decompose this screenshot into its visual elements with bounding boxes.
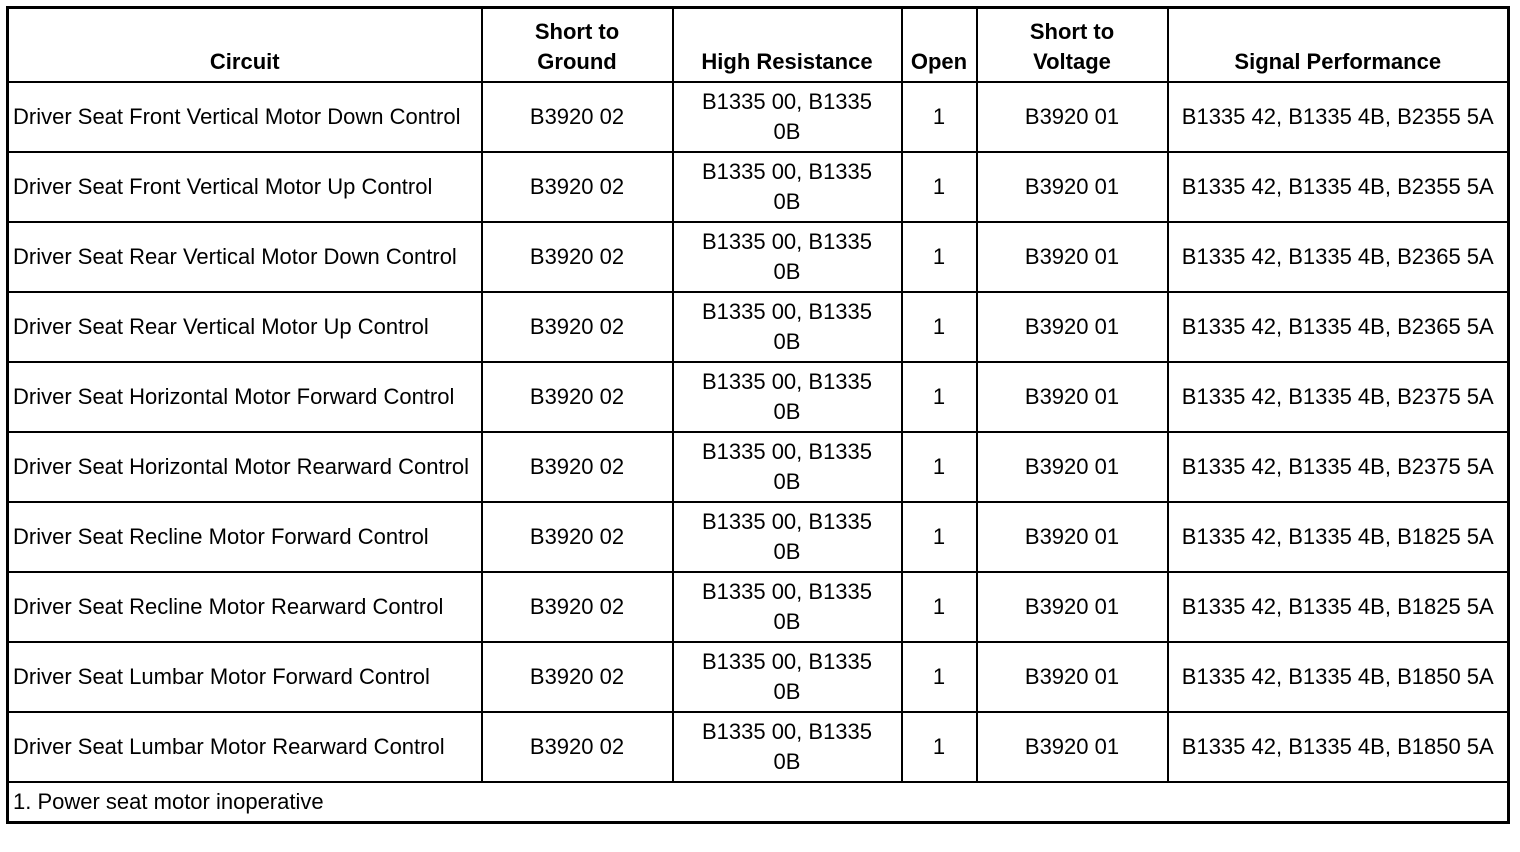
header-open: Open bbox=[902, 8, 977, 83]
table-row bbox=[8, 572, 1509, 642]
cell-signal-performance: B1335 42, B1335 4B, B2365 5A bbox=[1168, 222, 1509, 292]
cell-signal-performance: B1335 42, B1335 4B, B1825 5A bbox=[1168, 502, 1509, 572]
cell-short-to-voltage: B3920 01 bbox=[977, 572, 1168, 642]
cell-open: 1 bbox=[902, 362, 977, 432]
cell-short-to-ground: B3920 02 bbox=[482, 292, 673, 362]
table-row bbox=[8, 502, 1509, 572]
table-footer bbox=[8, 782, 1509, 823]
table-row bbox=[8, 432, 1509, 502]
cell-short-to-ground: B3920 02 bbox=[482, 572, 673, 642]
cell-circuit: Driver Seat Rear Vertical Motor Down Control bbox=[8, 222, 482, 292]
header-high-resistance: High Resistance bbox=[673, 8, 902, 83]
cell-signal-performance: B1335 42, B1335 4B, B2365 5A bbox=[1168, 292, 1509, 362]
table-row bbox=[8, 712, 1509, 782]
cell-short-to-voltage: B3920 01 bbox=[977, 82, 1168, 152]
cell-high-resistance: B1335 00, B1335 0B bbox=[673, 222, 902, 292]
cell-signal-performance: B1335 42, B1335 4B, B1850 5A bbox=[1168, 642, 1509, 712]
cell-open: 1 bbox=[902, 152, 977, 222]
table-row bbox=[8, 82, 1509, 152]
footnote: 1. Power seat motor inoperative bbox=[8, 782, 1509, 823]
cell-short-to-voltage: B3920 01 bbox=[977, 362, 1168, 432]
cell-high-resistance: B1335 00, B1335 0B bbox=[673, 152, 902, 222]
cell-short-to-ground: B3920 02 bbox=[482, 712, 673, 782]
cell-open: 1 bbox=[902, 572, 977, 642]
table-row bbox=[8, 292, 1509, 362]
cell-circuit: Driver Seat Front Vertical Motor Down Control bbox=[8, 82, 482, 152]
cell-open: 1 bbox=[902, 502, 977, 572]
cell-high-resistance: B1335 00, B1335 0B bbox=[673, 712, 902, 782]
cell-short-to-ground: B3920 02 bbox=[482, 152, 673, 222]
cell-short-to-ground: B3920 02 bbox=[482, 502, 673, 572]
cell-open: 1 bbox=[902, 222, 977, 292]
cell-signal-performance: B1335 42, B1335 4B, B2375 5A bbox=[1168, 362, 1509, 432]
cell-open: 1 bbox=[902, 432, 977, 502]
cell-high-resistance: B1335 00, B1335 0B bbox=[673, 362, 902, 432]
cell-short-to-voltage: B3920 01 bbox=[977, 642, 1168, 712]
cell-circuit: Driver Seat Horizontal Motor Rearward Control bbox=[8, 432, 482, 502]
cell-open: 1 bbox=[902, 642, 977, 712]
cell-short-to-ground: B3920 02 bbox=[482, 222, 673, 292]
cell-circuit: Driver Seat Lumbar Motor Rearward Control bbox=[8, 712, 482, 782]
cell-short-to-ground: B3920 02 bbox=[482, 362, 673, 432]
cell-signal-performance: B1335 42, B1335 4B, B1825 5A bbox=[1168, 572, 1509, 642]
cell-circuit: Driver Seat Front Vertical Motor Up Control bbox=[8, 152, 482, 222]
cell-open: 1 bbox=[902, 712, 977, 782]
table-row bbox=[8, 222, 1509, 292]
cell-circuit: Driver Seat Lumbar Motor Forward Control bbox=[8, 642, 482, 712]
cell-short-to-ground: B3920 02 bbox=[482, 82, 673, 152]
cell-short-to-ground: B3920 02 bbox=[482, 642, 673, 712]
cell-short-to-voltage: B3920 01 bbox=[977, 152, 1168, 222]
cell-circuit: Driver Seat Recline Motor Rearward Control bbox=[8, 572, 482, 642]
header-row bbox=[8, 8, 1509, 83]
cell-short-to-ground: B3920 02 bbox=[482, 432, 673, 502]
cell-high-resistance: B1335 00, B1335 0B bbox=[673, 82, 902, 152]
header-circuit: Circuit bbox=[8, 8, 482, 83]
cell-high-resistance: B1335 00, B1335 0B bbox=[673, 502, 902, 572]
cell-high-resistance: B1335 00, B1335 0B bbox=[673, 572, 902, 642]
cell-open: 1 bbox=[902, 82, 977, 152]
cell-short-to-voltage: B3920 01 bbox=[977, 292, 1168, 362]
cell-signal-performance: B1335 42, B1335 4B, B1850 5A bbox=[1168, 712, 1509, 782]
cell-high-resistance: B1335 00, B1335 0B bbox=[673, 642, 902, 712]
cell-short-to-voltage: B3920 01 bbox=[977, 432, 1168, 502]
header-short-to-voltage: Short to Voltage bbox=[977, 8, 1168, 83]
table-body bbox=[8, 82, 1509, 782]
cell-high-resistance: B1335 00, B1335 0B bbox=[673, 432, 902, 502]
table-header bbox=[8, 8, 1509, 83]
cell-open: 1 bbox=[902, 292, 977, 362]
table-row bbox=[8, 642, 1509, 712]
cell-signal-performance: B1335 42, B1335 4B, B2355 5A bbox=[1168, 82, 1509, 152]
cell-signal-performance: B1335 42, B1335 4B, B2355 5A bbox=[1168, 152, 1509, 222]
cell-short-to-voltage: B3920 01 bbox=[977, 222, 1168, 292]
cell-high-resistance: B1335 00, B1335 0B bbox=[673, 292, 902, 362]
dtc-table bbox=[6, 6, 1510, 824]
cell-circuit: Driver Seat Horizontal Motor Forward Control bbox=[8, 362, 482, 432]
footnote-row bbox=[8, 782, 1509, 823]
cell-short-to-voltage: B3920 01 bbox=[977, 502, 1168, 572]
table-row bbox=[8, 152, 1509, 222]
cell-circuit: Driver Seat Recline Motor Forward Control bbox=[8, 502, 482, 572]
cell-circuit: Driver Seat Rear Vertical Motor Up Control bbox=[8, 292, 482, 362]
header-signal-performance: Signal Performance bbox=[1168, 8, 1509, 83]
table-row bbox=[8, 362, 1509, 432]
cell-short-to-voltage: B3920 01 bbox=[977, 712, 1168, 782]
header-short-to-ground: Short to Ground bbox=[482, 8, 673, 83]
cell-signal-performance: B1335 42, B1335 4B, B2375 5A bbox=[1168, 432, 1509, 502]
